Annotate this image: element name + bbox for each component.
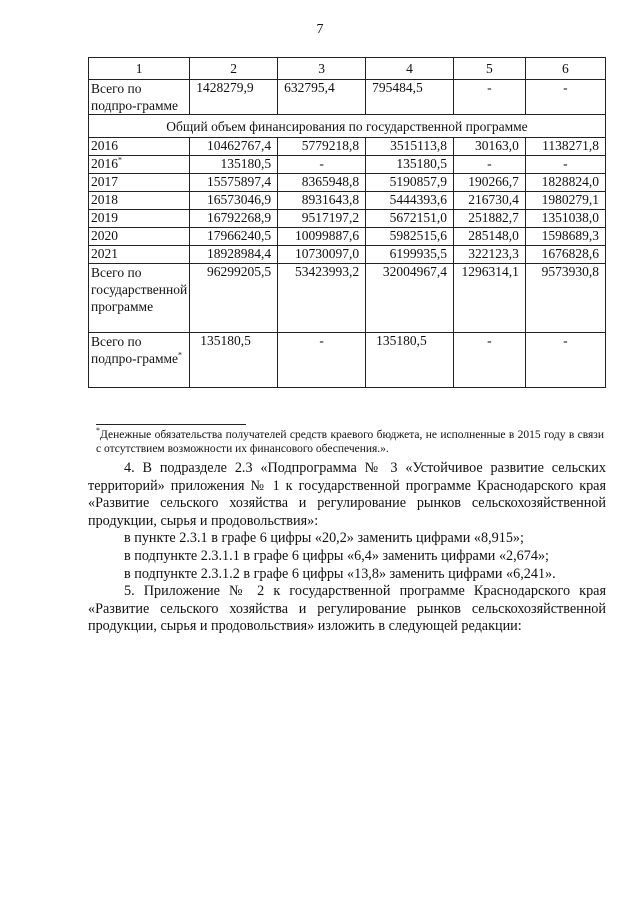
table-row-state-total: [89, 264, 606, 333]
table-cell: 1428279,9: [190, 80, 278, 115]
table-cell: 96299205,5: [190, 264, 278, 333]
year-label: 2021: [91, 246, 118, 261]
year-cell: [89, 246, 190, 264]
row-label: [89, 333, 190, 388]
row-label: [89, 264, 190, 333]
footnote: [96, 428, 604, 456]
table-row-year: [89, 156, 606, 174]
row-label-mark: *: [178, 350, 183, 360]
table-cell: 1598689,3: [525, 228, 605, 246]
table-cell: 135180,5: [366, 333, 454, 388]
table-cell: 322123,3: [453, 246, 525, 264]
table-cell: 632795,4: [278, 80, 366, 115]
table-header-cell: 5: [453, 58, 525, 80]
table-cell: 5444393,6: [366, 192, 454, 210]
table-cell: 190266,7: [453, 174, 525, 192]
table-cell: 9517197,2: [278, 210, 366, 228]
table-cell: 6199935,5: [366, 246, 454, 264]
year-label: 2018: [91, 192, 118, 207]
table-cell: 15575897,4: [190, 174, 278, 192]
table-header-cell: 1: [89, 58, 190, 80]
table-cell: 285148,0: [453, 228, 525, 246]
row-label-rest-wrap: [91, 350, 187, 367]
table-cell: -: [525, 80, 605, 115]
table-row-year: [89, 228, 606, 246]
table-header-cell: 6: [525, 58, 605, 80]
table-cell: -: [278, 333, 366, 388]
table-cell: 8365948,8: [278, 174, 366, 192]
year-cell: [89, 174, 190, 192]
table-header-row: [89, 58, 606, 80]
table-cell: 5672151,0: [366, 210, 454, 228]
table-cell: 135180,5: [190, 156, 278, 174]
table-cell: 10730097,0: [278, 246, 366, 264]
table-cell: 9573930,8: [525, 264, 605, 333]
table-row-year: [89, 192, 606, 210]
row-label-line1: Всего по: [91, 265, 142, 280]
table-cell: -: [453, 80, 525, 115]
table-cell: 8931643,8: [278, 192, 366, 210]
row-label-rest: подпро-грамме: [91, 351, 179, 366]
table-row-year: [89, 138, 606, 156]
table-row-year: [89, 210, 606, 228]
row-label-line1: Всего по: [91, 334, 142, 349]
table-cell: 3515113,8: [366, 138, 454, 156]
year-label: 2017: [91, 174, 118, 189]
table-cell: -: [453, 156, 525, 174]
table-cell: 1676828,6: [525, 246, 605, 264]
year-cell: [89, 156, 190, 174]
footnote-text: Денежные обязательства получателей средств краевого бюджета, не исполненные в 2015 году в связи с отсутствием возможности их финансового обеспечения.».: [96, 429, 604, 455]
table-cell: 53423993,2: [278, 264, 366, 333]
table-header-cell: 3: [278, 58, 366, 80]
table-cell: 18928984,4: [190, 246, 278, 264]
table-cell: 1351038,0: [525, 210, 605, 228]
table-header-cell: 2: [190, 58, 278, 80]
table-row-year: [89, 246, 606, 264]
table-header-cell: 4: [366, 58, 454, 80]
section-title: Общий объем финансирования по государственной программе: [89, 115, 606, 138]
table-row-subprogram-total: [89, 80, 606, 115]
amendment-item-1: в пункте 2.3.1 в графе 6 цифры «20,2» заменить цифрами «8,915»;: [124, 530, 524, 547]
year-cell: [89, 228, 190, 246]
table-cell: 1828824,0: [525, 174, 605, 192]
table-cell: 16573046,9: [190, 192, 278, 210]
row-label: [89, 80, 190, 115]
table-cell: 135180,5: [190, 333, 278, 388]
table-cell: 1296314,1: [453, 264, 525, 333]
table-cell: 30163,0: [453, 138, 525, 156]
footnote-divider: [96, 424, 246, 425]
year-cell: [89, 192, 190, 210]
financing-table: [88, 57, 606, 388]
table-cell: 1980279,1: [525, 192, 605, 210]
table-cell: 17966240,5: [190, 228, 278, 246]
document-body: [88, 460, 606, 636]
year-label: 2019: [91, 210, 118, 225]
row-label-rest: государственной программе: [91, 282, 188, 314]
paragraph-5: 5. Приложение № 2 к государственной программе Краснодарского края «Развитие сельского хозяйства и регулирование рынков сельскохозяйственной продукции, сырья и продовольствия» изложить в следующей редакции:: [88, 583, 606, 635]
table-cell: 5779218,8: [278, 138, 366, 156]
table-cell: -: [453, 333, 525, 388]
table-cell: 10099887,6: [278, 228, 366, 246]
table-cell: 135180,5: [366, 156, 454, 174]
paragraph-4: 4. В подразделе 2.3 «Подпрограмма № 3 «Устойчивое развитие сельских территорий» приложения № 1 к государственной программе Краснодарского края «Развитие сельского хозяйства и регулирование рынков сельскохозяйственной продукции, сырья и продовольствия»:: [88, 460, 606, 529]
table-cell: -: [278, 156, 366, 174]
table-cell: 5982515,6: [366, 228, 454, 246]
table-cell: 216730,4: [453, 192, 525, 210]
year-label: 2016: [91, 156, 118, 171]
table-cell: 1138271,8: [525, 138, 605, 156]
year-label: 2016: [91, 138, 118, 153]
row-label-text: Всего по подпро-грамме: [91, 81, 179, 113]
year-label: 2020: [91, 228, 118, 243]
table-row-year: [89, 174, 606, 192]
table-cell: 16792268,9: [190, 210, 278, 228]
table-row-subprogram-total-marked: [89, 333, 606, 388]
table-cell: 10462767,4: [190, 138, 278, 156]
table-cell: 5190857,9: [366, 174, 454, 192]
amendment-item-2: в подпункте 2.3.1.1 в графе 6 цифры «6,4» заменить цифрами «2,674»;: [124, 547, 550, 564]
year-cell: [89, 210, 190, 228]
table-cell: 251882,7: [453, 210, 525, 228]
page-number: 7: [316, 22, 324, 37]
footnote-mark: *: [96, 426, 100, 436]
year-mark: *: [118, 155, 122, 165]
table-cell: -: [525, 333, 605, 388]
table-cell: 795484,5: [366, 80, 454, 115]
year-cell: [89, 138, 190, 156]
table-cell: 32004967,4: [366, 264, 454, 333]
table-cell: -: [525, 156, 605, 174]
amendment-item-3: в подпункте 2.3.1.2 в графе 6 цифры «13,8» заменить цифрами «6,241».: [124, 565, 556, 582]
table-section-row: [89, 115, 606, 138]
